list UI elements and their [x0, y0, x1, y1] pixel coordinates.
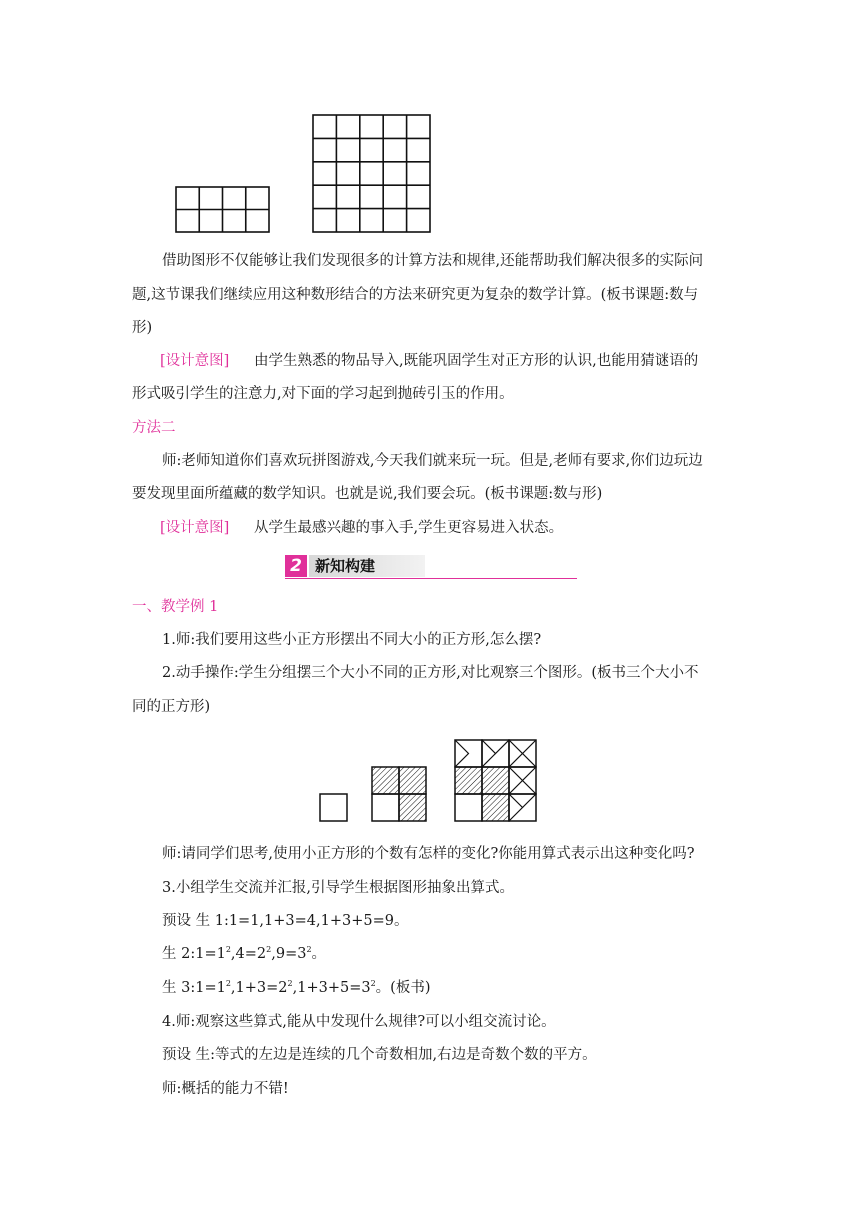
three-squares-figure: [316, 736, 542, 822]
design-intent-text: 由学生熟悉的物品导入,既能巩固学生对正方形的认识,也能用猜谜语的: [254, 353, 699, 369]
paragraph-line: 借助图形不仅能够让我们发现很多的计算方法和规律,还能帮助我们解决很多的实际问: [162, 253, 704, 269]
section-title: 新知构建: [315, 557, 376, 575]
teacher-question: 师:请同学们思考,使用小正方形的个数有怎样的变化?你能用算式表示出这种变化吗?: [162, 846, 695, 862]
exponent: 2: [225, 979, 231, 988]
exponent: 2: [370, 979, 376, 988]
method-heading: 方法二: [132, 420, 176, 436]
list-item: 1.师:我们要用这些小正方形摆出不同大小的正方形,怎么摆?: [162, 632, 542, 648]
section-rule: [285, 578, 577, 579]
list-item: 3.小组学生交流并汇报,引导学生根据图形抽象出算式。: [162, 880, 514, 896]
grid-2x4-figure: [175, 186, 271, 234]
equation-part: ,1+3+5=3: [292, 980, 371, 996]
paragraph-line: 题,这节课我们继续应用这种数形结合的方法来研究更为复杂的数学计算。(板书课题:数与: [132, 287, 699, 303]
exponent: 2: [287, 979, 293, 988]
exponent: 2: [306, 945, 312, 954]
design-intent-text: 形式吸引学生的注意力,对下面的学习起到抛砖引玉的作用。: [132, 386, 514, 402]
list-item: 4.师:观察这些算式,能从中发现什么规律?可以小组交流讨论。: [162, 1014, 556, 1030]
equation-part: 生 3:1=1: [162, 980, 226, 996]
equation-part: ,9=3: [271, 946, 307, 962]
paragraph-line: 形): [132, 320, 153, 336]
student3-answer: [162, 978, 431, 998]
design-intent-tag: [设计意图]: [160, 353, 230, 369]
grid-5x5-figure: [312, 114, 432, 234]
preset-answer: 预设 生:等式的左边是连续的几个奇数相加,右边是奇数个数的平方。: [162, 1047, 597, 1063]
section-banner: [285, 554, 577, 580]
equation-part: 生 2:1=1: [162, 946, 226, 962]
equation-part: 。(板书): [375, 980, 431, 996]
design-intent-tag: [设计意图]: [160, 520, 230, 536]
preset-answer: 预设 生 1:1=1,1+3=4,1+3+5=9。: [162, 913, 409, 929]
section-number-badge: 2: [285, 555, 307, 577]
equation-part: ,4=2: [230, 946, 267, 962]
design-intent-text: 从学生最感兴趣的事入手,学生更容易进入状态。: [254, 520, 564, 536]
paragraph-line: 师:老师知道你们喜欢玩拼图游戏,今天我们就来玩一玩。但是,老师有要求,你们边玩边: [162, 453, 703, 469]
teacher-comment: 师:概括的能力不错!: [162, 1081, 289, 1097]
list-item: 2.动手操作:学生分组摆三个大小不同的正方形,对比观察三个图形。(板书三个大小不: [162, 665, 699, 681]
exponent: 2: [225, 945, 231, 954]
subsection-heading: 一、教学例 1: [132, 599, 219, 615]
equation-part: 。: [311, 946, 327, 962]
exponent: 2: [266, 945, 272, 954]
student2-answer: [162, 944, 326, 964]
list-item: 同的正方形): [132, 699, 211, 715]
equation-part: ,1+3=2: [230, 980, 288, 996]
paragraph-line: 要发现里面所蕴藏的数学知识。也就是说,我们要会玩。(板书课题:数与形): [132, 486, 603, 502]
